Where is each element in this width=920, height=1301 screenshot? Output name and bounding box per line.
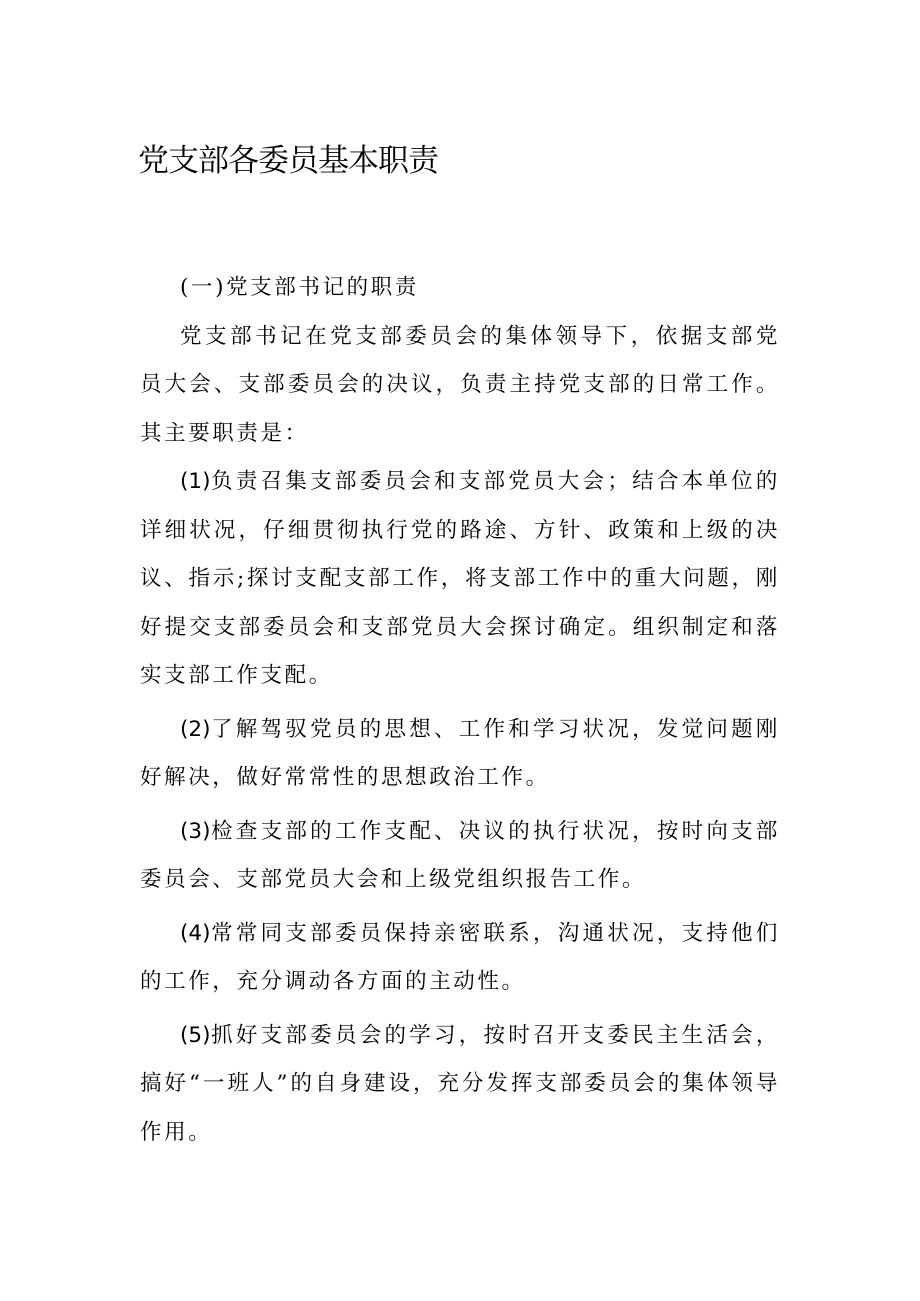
item-number: (4) <box>180 920 211 946</box>
item-number: (1) <box>180 469 211 494</box>
intro-paragraph: 党支部书记在党支部委员会的集体领导下，依据支部党员大会、支部委员会的决议，负责主持党支部的日常工作。其主要职责是： <box>140 323 780 446</box>
item-text: 负责召集支部委员会和支部党员大会；结合本单位的详细状况，仔细贯彻执行党的路途、方针、政策和上级的决议、指示;探讨支配支部工作，将支部工作中的重大问题，刚好提交支部委员会和支部党员大会探讨确定。组织制定和落实支部工作支配。 <box>140 469 780 688</box>
duty-item-3 <box>140 808 780 905</box>
section-heading: (一)党支部书记的职责 <box>180 275 419 300</box>
duty-item-1 <box>140 458 780 701</box>
item-text: 常常同支部委员保持亲密联系，沟通状况，支持他们的工作，充分调动各方面的主动性。 <box>140 920 780 994</box>
item-text: 检查支部的工作支配、决议的执行状况，按时向支部委员会、支部党员大会和上级党组织报告工作。 <box>140 818 780 892</box>
item-number: (2) <box>180 716 211 742</box>
item-text: 了解驾驭党员的思想、工作和学习状况，发觉问题刚好解决，做好常常性的思想政治工作。 <box>140 716 780 790</box>
document-title: 党支部各委员基本职责 <box>138 143 438 179</box>
item-text: 抓好支部委员会的学习，按时召开支委民主生活会，搞好“一班人”的自身建设，充分发挥支部委员会的集体领导作用。 <box>140 1022 780 1145</box>
duty-item-2 <box>140 706 780 803</box>
document-body <box>140 264 780 1157</box>
item-number: (3) <box>180 818 211 844</box>
duty-item-4 <box>140 910 780 1007</box>
item-number: (5) <box>180 1022 211 1048</box>
duty-item-5 <box>140 1012 780 1158</box>
